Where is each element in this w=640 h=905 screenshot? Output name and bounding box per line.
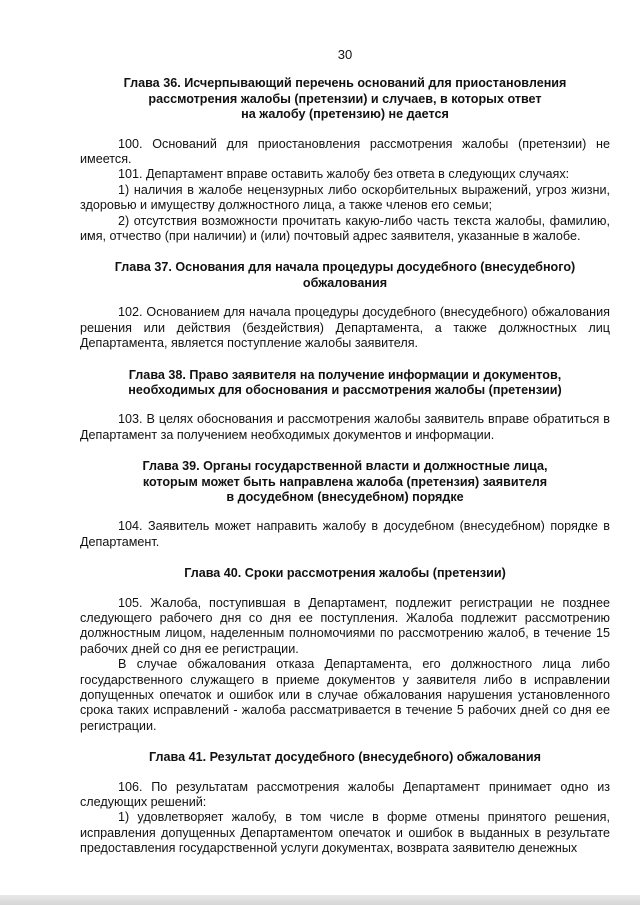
- chapter-38-heading: [80, 368, 610, 399]
- paragraph-104: 104. Заявитель может направить жалобу в досудебном (внесудебном) порядке в Департамент.: [80, 519, 610, 549]
- paragraph-100: 100. Оснований для приостановления рассмотрения жалобы (претензии) не имеется.: [80, 136, 610, 167]
- chapter-36: [80, 76, 610, 244]
- heading-line: на жалобу (претензию) не дается: [241, 107, 449, 122]
- chapter-41-heading: [80, 750, 610, 765]
- heading-line: Глава 37. Основания для начала процедуры досудебного (внесудебного): [114, 260, 576, 275]
- chapter-37-heading: [80, 260, 610, 291]
- paragraph-105-continued: В случае обжалования отказа Департамента, его должностного лица либо государственного служащего в приеме документов у заявителя либо в исправлении допущенных опечаток и ошибок или в случае обжалования нарушения установленного срока таких исправлений - жалоба рассматривается в течение 5 рабочих дней со дня ее регистрации.: [80, 657, 610, 733]
- paragraph-101-item-2: 2) отсутствия возможности прочитать какую-либо часть текста жалобы, фамилию, имя, отчество (при наличии) и (или) почтовый адрес заявителя, указанные в жалобе.: [80, 213, 610, 244]
- heading-line: Глава 41. Результат досудебного (внесудебного) обжалования: [149, 750, 541, 765]
- heading-line: Глава 38. Право заявителя на получение информации и документов,: [128, 367, 562, 382]
- heading-line: Глава 39. Органы государственной власти и должностные лица,: [142, 459, 548, 474]
- heading-line: рассмотрения жалобы (претензии) и случаев, в которых ответ: [148, 91, 542, 106]
- chapter-39: [80, 459, 610, 550]
- heading-line: Глава 36. Исчерпывающий перечень оснований для приостановления: [123, 76, 567, 91]
- paragraph-103: 103. В целях обоснования и рассмотрения жалобы заявитель вправе обратиться в Департамент за получением необходимых документов и информации.: [80, 412, 610, 442]
- chapter-40: [80, 566, 610, 734]
- paragraph-101-item-1: 1) наличия в жалобе нецензурных либо оскорбительных выражений, угроз жизни, здоровью и имуществу должностного лица, а также членов его семьи;: [80, 182, 610, 213]
- paragraph-102: 102. Основанием для начала процедуры досудебного (внесудебного) обжалования решения или действия (бездействия) Департамента, а также должностных лиц Департамента, является поступление жалобы заявителя.: [80, 305, 610, 351]
- scan-bottom-edge: [0, 895, 640, 905]
- chapter-40-heading: [80, 566, 610, 581]
- paragraph-105: 105. Жалоба, поступившая в Департамент, подлежит регистрации не позднее следующего рабочего дня со дня ее поступления. Жалоба подлежит рассмотрению должностным лицом, наделенным полномочиями по рассмотрению жалоб, в течение 15 рабочих дней со дня ее регистрации.: [80, 595, 610, 656]
- heading-line: Глава 40. Сроки рассмотрения жалобы (претензии): [184, 566, 506, 581]
- heading-line: в досудебном (внесудебном) порядке: [226, 489, 464, 504]
- document-page: [80, 47, 610, 857]
- heading-line: которым может быть направлена жалоба (претензия) заявителя: [142, 474, 548, 489]
- heading-line: необходимых для обоснования и рассмотрения жалобы (претензии): [128, 382, 562, 397]
- chapter-39-heading: [80, 459, 610, 505]
- chapter-36-heading: [80, 76, 610, 122]
- chapter-37: [80, 260, 610, 351]
- paragraph-106: 106. По результатам рассмотрения жалобы Департамент принимает одно из следующих решений:: [80, 779, 610, 810]
- paragraph-106-item-1: 1) удовлетворяет жалобу, в том числе в форме отмены принятого решения, исправления допущенных Департаментом опечаток и ошибок в выданных в результате предоставления государственной услуги документах, возврата заявителю денежных: [80, 810, 610, 856]
- chapter-41: [80, 750, 610, 856]
- page-number: 30: [337, 47, 353, 62]
- heading-line: обжалования: [302, 275, 388, 290]
- paragraph-101: 101. Департамент вправе оставить жалобу без ответа в следующих случаях:: [118, 167, 570, 182]
- chapter-38: [80, 368, 610, 444]
